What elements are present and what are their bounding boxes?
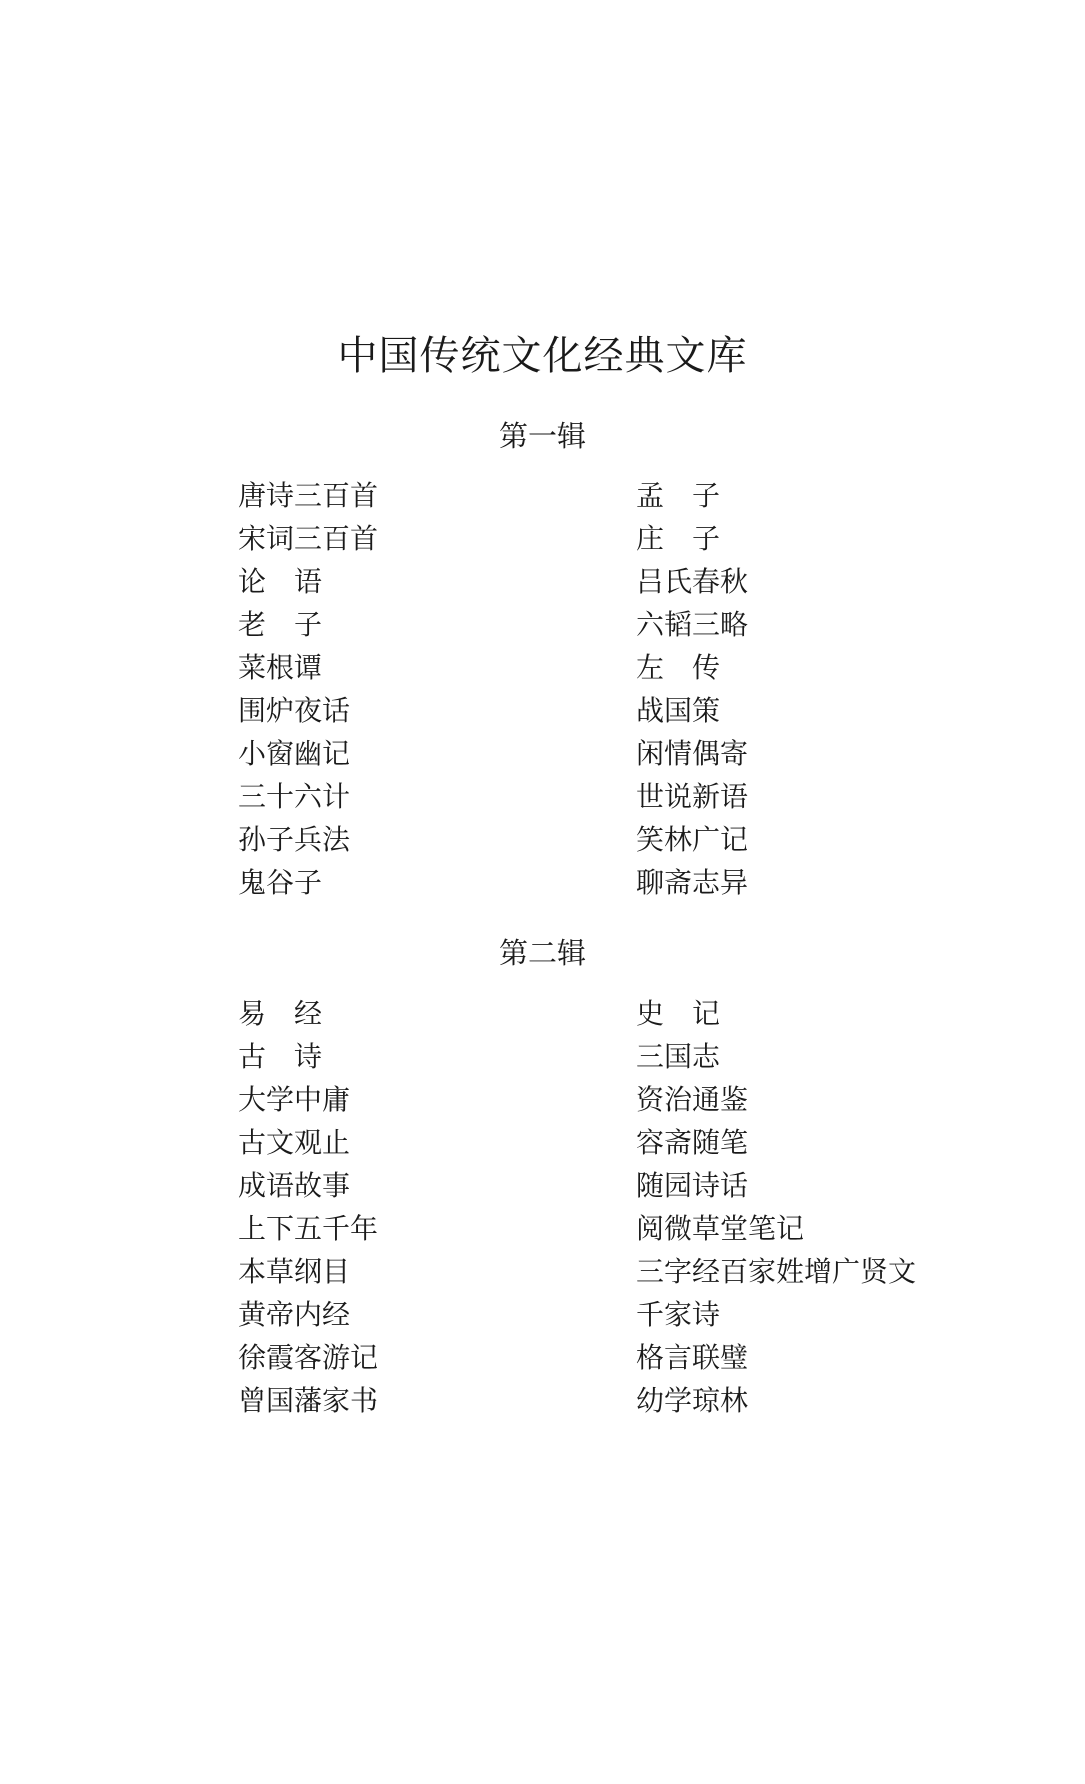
book-title-right: 战国策 [636, 693, 721, 727]
book-title-right: 世说新语 [636, 779, 749, 813]
book-title-left: 三十六计 [238, 779, 351, 813]
book-title-right: 资治通鉴 [636, 1082, 749, 1116]
book-row [238, 1336, 998, 1379]
book-row [238, 1207, 998, 1250]
book-row [238, 474, 998, 517]
book-title-right: 幼学琼林 [636, 1383, 749, 1417]
book-title-left: 唐诗三百首 [238, 478, 379, 512]
book-title-right: 随园诗话 [636, 1168, 749, 1202]
book-title-right: 闲情偶寄 [636, 736, 749, 770]
book-title-left: 鬼谷子 [238, 865, 323, 899]
book-title-left: 易 经 [238, 996, 323, 1030]
book-row [238, 1035, 998, 1078]
book-title-left: 黄帝内经 [238, 1297, 351, 1331]
book-row [238, 732, 998, 775]
book-row [238, 646, 998, 689]
book-title-left: 徐霞客游记 [238, 1340, 379, 1374]
book-title-left: 宋词三百首 [238, 521, 379, 555]
book-list-1 [238, 474, 998, 904]
section-heading-2: 第二辑 [498, 936, 586, 970]
book-row [238, 1293, 998, 1336]
book-row [238, 775, 998, 818]
book-list-2 [238, 992, 998, 1422]
book-title-right: 三字经百家姓增广贤文 [636, 1254, 917, 1288]
book-title-right: 格言联璧 [636, 1340, 749, 1374]
book-title-left: 论 语 [238, 564, 323, 598]
book-row [238, 517, 998, 560]
book-row [238, 1250, 998, 1293]
book-title-left: 小窗幽记 [238, 736, 351, 770]
book-row [238, 1078, 998, 1121]
book-row [238, 1121, 998, 1164]
book-row [238, 1379, 998, 1422]
book-title-right: 聊斋志异 [636, 865, 749, 899]
book-title-right: 千家诗 [636, 1297, 721, 1331]
book-row [238, 560, 998, 603]
book-row [238, 603, 998, 646]
section-heading-1: 第一辑 [498, 419, 586, 453]
book-title-right: 容斋随笔 [636, 1125, 749, 1159]
book-title-left: 上下五千年 [238, 1211, 379, 1245]
book-title-left: 古文观止 [238, 1125, 351, 1159]
book-title-left: 古 诗 [238, 1039, 323, 1073]
book-title-left: 大学中庸 [238, 1082, 351, 1116]
book-title-right: 庄 子 [636, 521, 721, 555]
book-title-left: 成语故事 [238, 1168, 351, 1202]
book-title-right: 笑林广记 [636, 822, 749, 856]
book-title-left: 菜根谭 [238, 650, 323, 684]
book-row [238, 861, 998, 904]
book-row [238, 689, 998, 732]
book-title-right: 史 记 [636, 996, 721, 1030]
book-title-right: 孟 子 [636, 478, 721, 512]
book-title-right: 三国志 [636, 1039, 721, 1073]
page-title: 中国传统文化经典文库 [337, 333, 748, 379]
book-row [238, 818, 998, 861]
book-title-left: 曾国藩家书 [238, 1383, 379, 1417]
book-title-left: 围炉夜话 [238, 693, 351, 727]
book-title-left: 孙子兵法 [238, 822, 351, 856]
book-title-right: 吕氏春秋 [636, 564, 749, 598]
book-title-right: 六韬三略 [636, 607, 749, 641]
book-row [238, 992, 998, 1035]
book-row [238, 1164, 998, 1207]
book-title-right: 左 传 [636, 650, 721, 684]
book-title-left: 本草纲目 [238, 1254, 351, 1288]
book-title-right: 阅微草堂笔记 [636, 1211, 805, 1245]
book-title-left: 老 子 [238, 607, 323, 641]
